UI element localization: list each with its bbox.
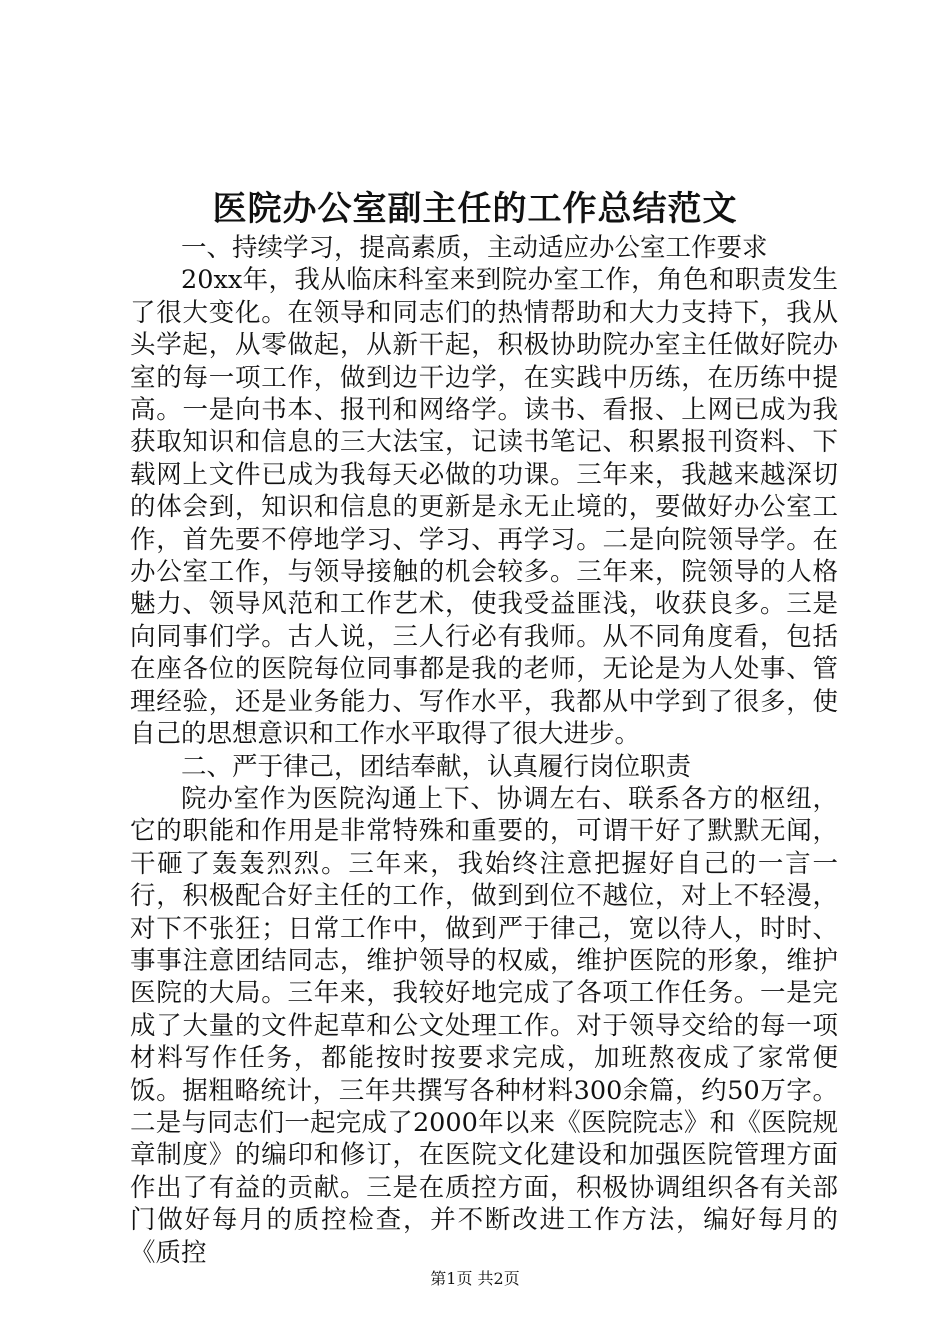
section-heading-1: 一、持续学习，提高素质，主动适应办公室工作要求	[181, 233, 768, 263]
paragraph-2: 院办室作为医院沟通上下、协调左右、联系各方的枢纽，它的职能和作用是非常特殊和重要的，可谓干好了默默无闻，干砸了轰轰烈烈。三年来，我始终注意把握好自己的一言一行，积极配合好主任的工作，做到到位不越位，对上不轻漫，对下不张狂；日常工作中，做到严于律己，宽以待人，时时、事事注意团结同志，维护领导的权威，维护医院的形象，维护医院的大局。三年来，我较好地完成了各项工作任务。一是完成了大量的文件起草和公文处理工作。对于领导交给的每一项材料写作任务，都能按时按要求完成，加班熬夜成了家常便饭。据粗略统计，三年共撰写各种材料300余篇，约50万字。二是与同志们一起完成了2000年以来《医院院志》和《医院规章制度》的编印和修订，在医院文化建设和加强医院管理方面作出了有益的贡献。三是在质控方面，积极协调组织各有关部门做好每月的质控检查，并不断改进工作方法，编好每月的《质控	[130, 783, 838, 1268]
section-heading-2: 二、严于律己，团结奉献，认真履行岗位职责	[181, 751, 692, 782]
paragraph-1: 20xx年，我从临床科室来到院办室工作，角色和职责发生了很大变化。在领导和同志们的热情帮助和大力支持下，我从头学起，从零做起，从新干起，积极协助院办室主任做好院办室的每一项工作，做到边干边学，在实践中历练，在历练中提高。一是向书本、报刊和网络学。读书、看报、上网已成为我获取知识和信息的三大法宝，记读书笔记、积累报刊资料、下载网上文件已成为我每天必做的功课。三年来，我越来越深切的体会到，知识和信息的更新是永无止境的，要做好办公室工作，首先要不停地学习、学习、再学习。二是向院领导学。在办公室工作，与领导接触的机会较多。三年来，院领导的人格魅力、领导风范和工作艺术，使我受益匪浅，收获良多。三是向同事们学。古人说，三人行必有我师。从不同角度看，包括在座各位的医院每位同事都是我的老师，无论是为人处事、管理经验，还是业务能力、写作水平，我都从中学到了很多，使自己的思想意识和工作水平取得了很大进步。	[130, 265, 838, 750]
document-title: 医院办公室副主任的工作总结范文	[212, 189, 738, 229]
document-body	[130, 232, 838, 1269]
page-number: 第1页 共2页	[430, 1269, 520, 1288]
